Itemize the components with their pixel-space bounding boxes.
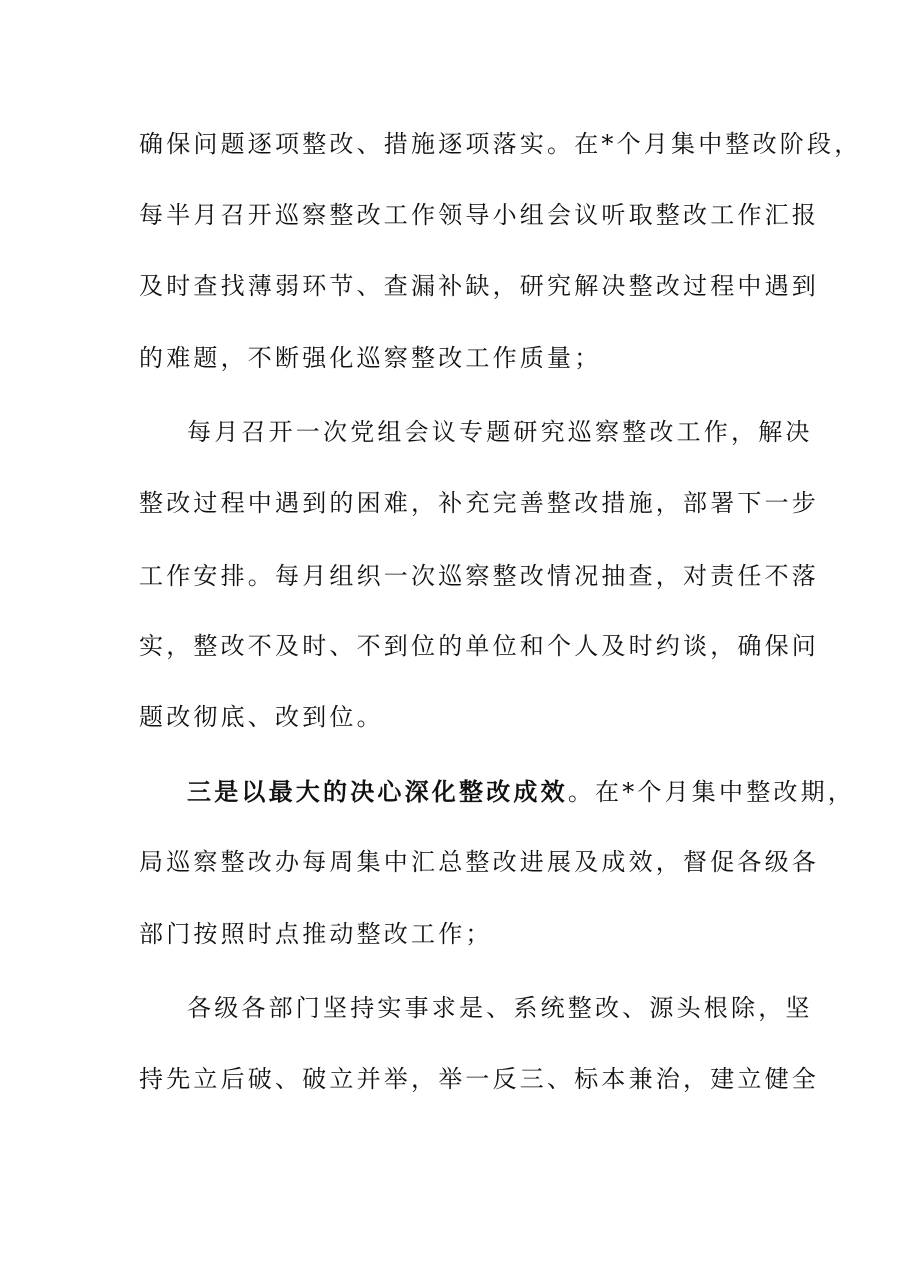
paragraph-3-line-1-rest: 。在*个月集中整改期， — [567, 778, 856, 806]
paragraph-2-line-1: 每月召开一次党组会议专题研究巡察整改工作，解决 — [187, 418, 813, 446]
paragraph-1-line-4: 的难题，不断强化巡察整改工作质量； — [139, 344, 602, 372]
section-heading: 三是以最大的决心深化整改成效 — [187, 777, 568, 806]
paragraph-4-line-1: 各级各部门坚持实事求是、系统整改、源头根除，坚 — [187, 994, 813, 1022]
paragraph-1-line-1: 确保问题逐项整改、措施逐项落实。在*个月集中整改阶段， — [139, 130, 862, 158]
paragraph-2-line-3: 工作安排。每月组织一次巡察整改情况抽查，对责任不落 — [139, 562, 819, 590]
paragraph-1-line-2: 每半月召开巡察整改工作领导小组会议听取整改工作汇报 — [139, 201, 819, 229]
paragraph-2-line-5: 题改彻底、改到位。 — [139, 703, 384, 731]
paragraph-4-line-2: 持先立后破、破立并举，举一反三、标本兼治，建立健全 — [139, 1065, 819, 1093]
paragraph-3-line-2: 局巡察整改办每周集中汇总整改进展及成效，督促各级各 — [139, 848, 819, 876]
paragraph-2-line-2: 整改过程中遇到的困难，补充完善整改措施，部署下一步 — [139, 489, 819, 517]
paragraph-3-line-3: 部门按照时点推动整改工作； — [139, 920, 493, 948]
paragraph-1-line-3: 及时查找薄弱环节、查漏补缺，研究解决整改过程中遇到 — [139, 272, 819, 300]
paragraph-3-line-1 — [187, 772, 856, 812]
paragraph-2-line-4: 实，整改不及时、不到位的单位和个人及时约谈，确保问 — [139, 632, 819, 660]
